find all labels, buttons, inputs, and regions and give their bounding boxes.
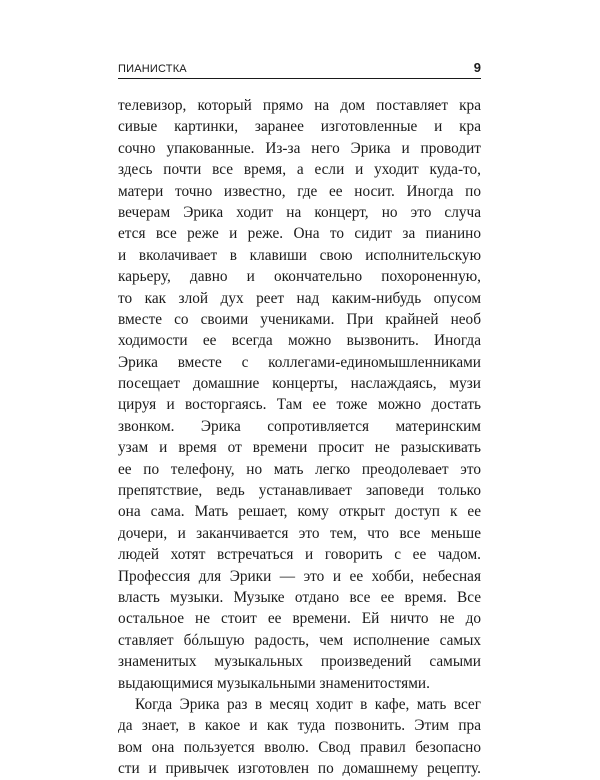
text-line: здесь почти все время, а если и уходит куда-то, (118, 161, 481, 179)
text-line: людей хотят встречаться и говорить с ее чадом. (118, 546, 481, 564)
text-line: дочери, и заканчивается это тем, что все меньше (118, 524, 481, 542)
text-line: матери точно известно, где ее носит. Иногда по (118, 182, 481, 200)
text-line: узам и время от времени просит не разыскивать (118, 439, 481, 457)
text-line: и вколачивает в клавиши свою исполнительскую (118, 246, 481, 264)
text-line: посещает домашние концерты, наслаждаясь, музи (118, 375, 481, 393)
text-line: то как злой дух реет над каким-нибудь опусом (118, 289, 481, 307)
text-line: Эрика вместе с коллегами-единомышленниками (118, 353, 481, 371)
text-line: да знает, в какое и как туда позвонить. Этим пра (118, 717, 481, 735)
text-line: Профессия для Эрики — это и ее хобби, небесная (118, 567, 481, 585)
text-line: ставляет бóльшую радость, чем исполнение самых (118, 631, 481, 649)
page-number: 9 (473, 60, 481, 75)
text-line: остальное не стоит ее времени. Ей ничто не до (118, 610, 481, 628)
paragraph-first-line: Когда Эрика раз в месяц ходит в кафе, мать всег (135, 695, 481, 713)
text-line: сти и привычек изготовлен по домашнему рецепту. (118, 760, 481, 778)
text-line: ется все реже и реже. Она то сидит за пианино (118, 225, 481, 243)
text-line: она сама. Мать решает, кому открыт доступ к ее (118, 503, 481, 521)
text-line: ее по телефону, но мать легко преодолевает это (118, 460, 481, 478)
text-line: препятствие, ведь устанавливает заповеди только (118, 482, 481, 500)
text-line: цируя и восторгаясь. Там ее тоже можно достать (118, 396, 481, 414)
text-line: сочно упакованные. Из-за него Эрика и проводит (118, 139, 481, 157)
running-title: ПИАНИСТКА (118, 63, 187, 75)
paragraph-last-line: выдающимися музыкальными знаменитостями. (118, 674, 430, 692)
text-line: власть музыки. Музыке отдано все ее время. Все (118, 588, 481, 606)
text-line: сивые картинки, заранее изготовленные и кра (118, 118, 481, 136)
text-line: вечерам Эрика ходит на концерт, но это случа (118, 203, 481, 221)
body-text (118, 95, 481, 780)
page-header (118, 62, 481, 79)
text-line: вом она пользуется вволю. Свод правил безопасно (118, 738, 481, 756)
text-line: ходимости ее всегда можно вызвонить. Иногда (118, 332, 481, 350)
text-line: телевизор, который прямо на дом поставляет кра (118, 97, 481, 114)
text-line: карьеру, давно и окончательно похороненную, (118, 268, 481, 286)
text-line: знаменитых музыкальных произведений самыми (118, 653, 481, 671)
text-line: вместе со своими учениками. При крайней необ (118, 310, 481, 328)
text-line: звонком. Эрика сопротивляется материнским (118, 417, 481, 435)
